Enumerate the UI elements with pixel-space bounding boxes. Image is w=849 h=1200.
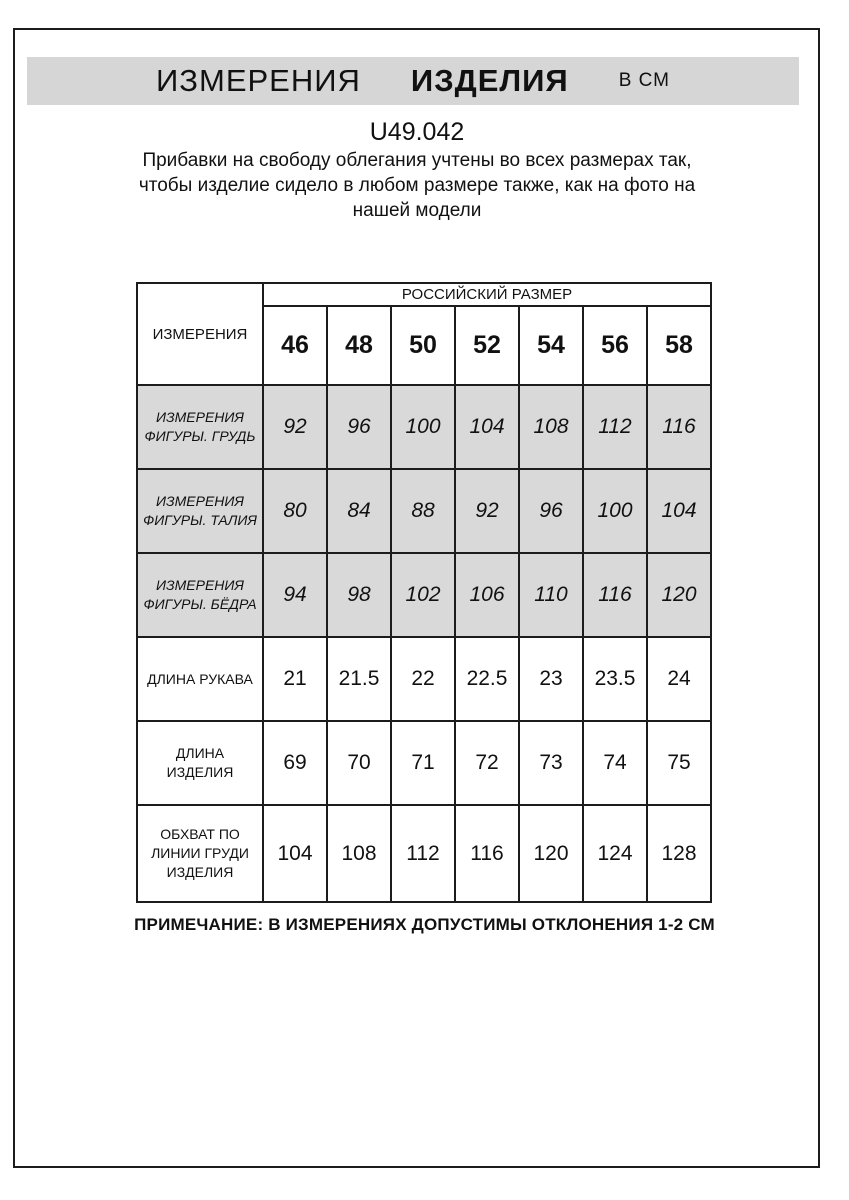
corner-measurements-cell: ИЗМЕРЕНИЯ [137, 283, 263, 385]
title-bar [27, 57, 799, 105]
value-cell: 22.5 [455, 637, 519, 721]
value-cell: 71 [391, 721, 455, 805]
size-table [136, 282, 712, 903]
row-label: ИЗМЕРЕНИЯ ФИГУРЫ. ГРУДЬ [137, 385, 263, 469]
value-cell: 96 [327, 385, 391, 469]
article-code: U49.042 [369, 118, 465, 146]
value-cell: 84 [327, 469, 391, 553]
value-cell: 22 [391, 637, 455, 721]
value-cell: 128 [647, 805, 711, 902]
table-row-figure-waist [137, 469, 711, 553]
size-cell: 58 [647, 306, 711, 385]
russian-size-header-cell: РОССИЙСКИЙ РАЗМЕР [263, 283, 711, 306]
value-cell: 120 [519, 805, 583, 902]
value-cell: 92 [455, 469, 519, 553]
value-cell: 120 [647, 553, 711, 637]
value-cell: 96 [519, 469, 583, 553]
value-cell: 21 [263, 637, 327, 721]
title-word-product: ИЗДЕЛИЯ [410, 63, 569, 98]
value-cell: 21.5 [327, 637, 391, 721]
row-label: ДЛИНА РУКАВА [137, 637, 263, 721]
value-cell: 70 [327, 721, 391, 805]
value-cell: 116 [647, 385, 711, 469]
value-cell: 73 [519, 721, 583, 805]
fit-description: Прибавки на свободу облегания учтены во всех размерах так, чтобы изделие сидело в любом размере также, как на фото на нашей модели [138, 150, 696, 221]
table-row-figure-hips [137, 553, 711, 637]
value-cell: 116 [455, 805, 519, 902]
value-cell: 112 [583, 385, 647, 469]
row-label: ДЛИНА ИЗДЕЛИЯ [137, 721, 263, 805]
table-header-row [137, 283, 711, 306]
size-cell: 50 [391, 306, 455, 385]
value-cell: 80 [263, 469, 327, 553]
value-cell: 98 [327, 553, 391, 637]
row-label: ОБХВАТ ПО ЛИНИИ ГРУДИ ИЗДЕЛИЯ [137, 805, 263, 902]
value-cell: 124 [583, 805, 647, 902]
title-word-measurements: ИЗМЕРЕНИЯ [156, 63, 361, 98]
value-cell: 23 [519, 637, 583, 721]
value-cell: 116 [583, 553, 647, 637]
value-cell: 69 [263, 721, 327, 805]
table-row-sleeve-length [137, 637, 711, 721]
row-label: ИЗМЕРЕНИЯ ФИГУРЫ. БЁДРА [137, 553, 263, 637]
value-cell: 94 [263, 553, 327, 637]
value-cell: 108 [327, 805, 391, 902]
row-label: ИЗМЕРЕНИЯ ФИГУРЫ. ТАЛИЯ [137, 469, 263, 553]
value-cell: 108 [519, 385, 583, 469]
value-cell: 100 [583, 469, 647, 553]
value-cell: 100 [391, 385, 455, 469]
value-cell: 102 [391, 553, 455, 637]
value-cell: 104 [263, 805, 327, 902]
value-cell: 104 [455, 385, 519, 469]
value-cell: 104 [647, 469, 711, 553]
value-cell: 110 [519, 553, 583, 637]
value-cell: 112 [391, 805, 455, 902]
value-cell: 24 [647, 637, 711, 721]
size-cell: 54 [519, 306, 583, 385]
tolerance-note: ПРИМЕЧАНИЕ: В ИЗМЕРЕНИЯХ ДОПУСТИМЫ ОТКЛОНЕНИЯ 1-2 СМ [134, 915, 715, 934]
table-row-figure-chest [137, 385, 711, 469]
value-cell: 88 [391, 469, 455, 553]
title-units-label: В СМ [618, 70, 670, 91]
value-cell: 23.5 [583, 637, 647, 721]
size-cell: 46 [263, 306, 327, 385]
value-cell: 106 [455, 553, 519, 637]
table-row-garment-length [137, 721, 711, 805]
value-cell: 75 [647, 721, 711, 805]
value-cell: 74 [583, 721, 647, 805]
value-cell: 92 [263, 385, 327, 469]
table-row-chest-girth-garment [137, 805, 711, 902]
value-cell: 72 [455, 721, 519, 805]
size-cell: 52 [455, 306, 519, 385]
size-cell: 56 [583, 306, 647, 385]
size-cell: 48 [327, 306, 391, 385]
